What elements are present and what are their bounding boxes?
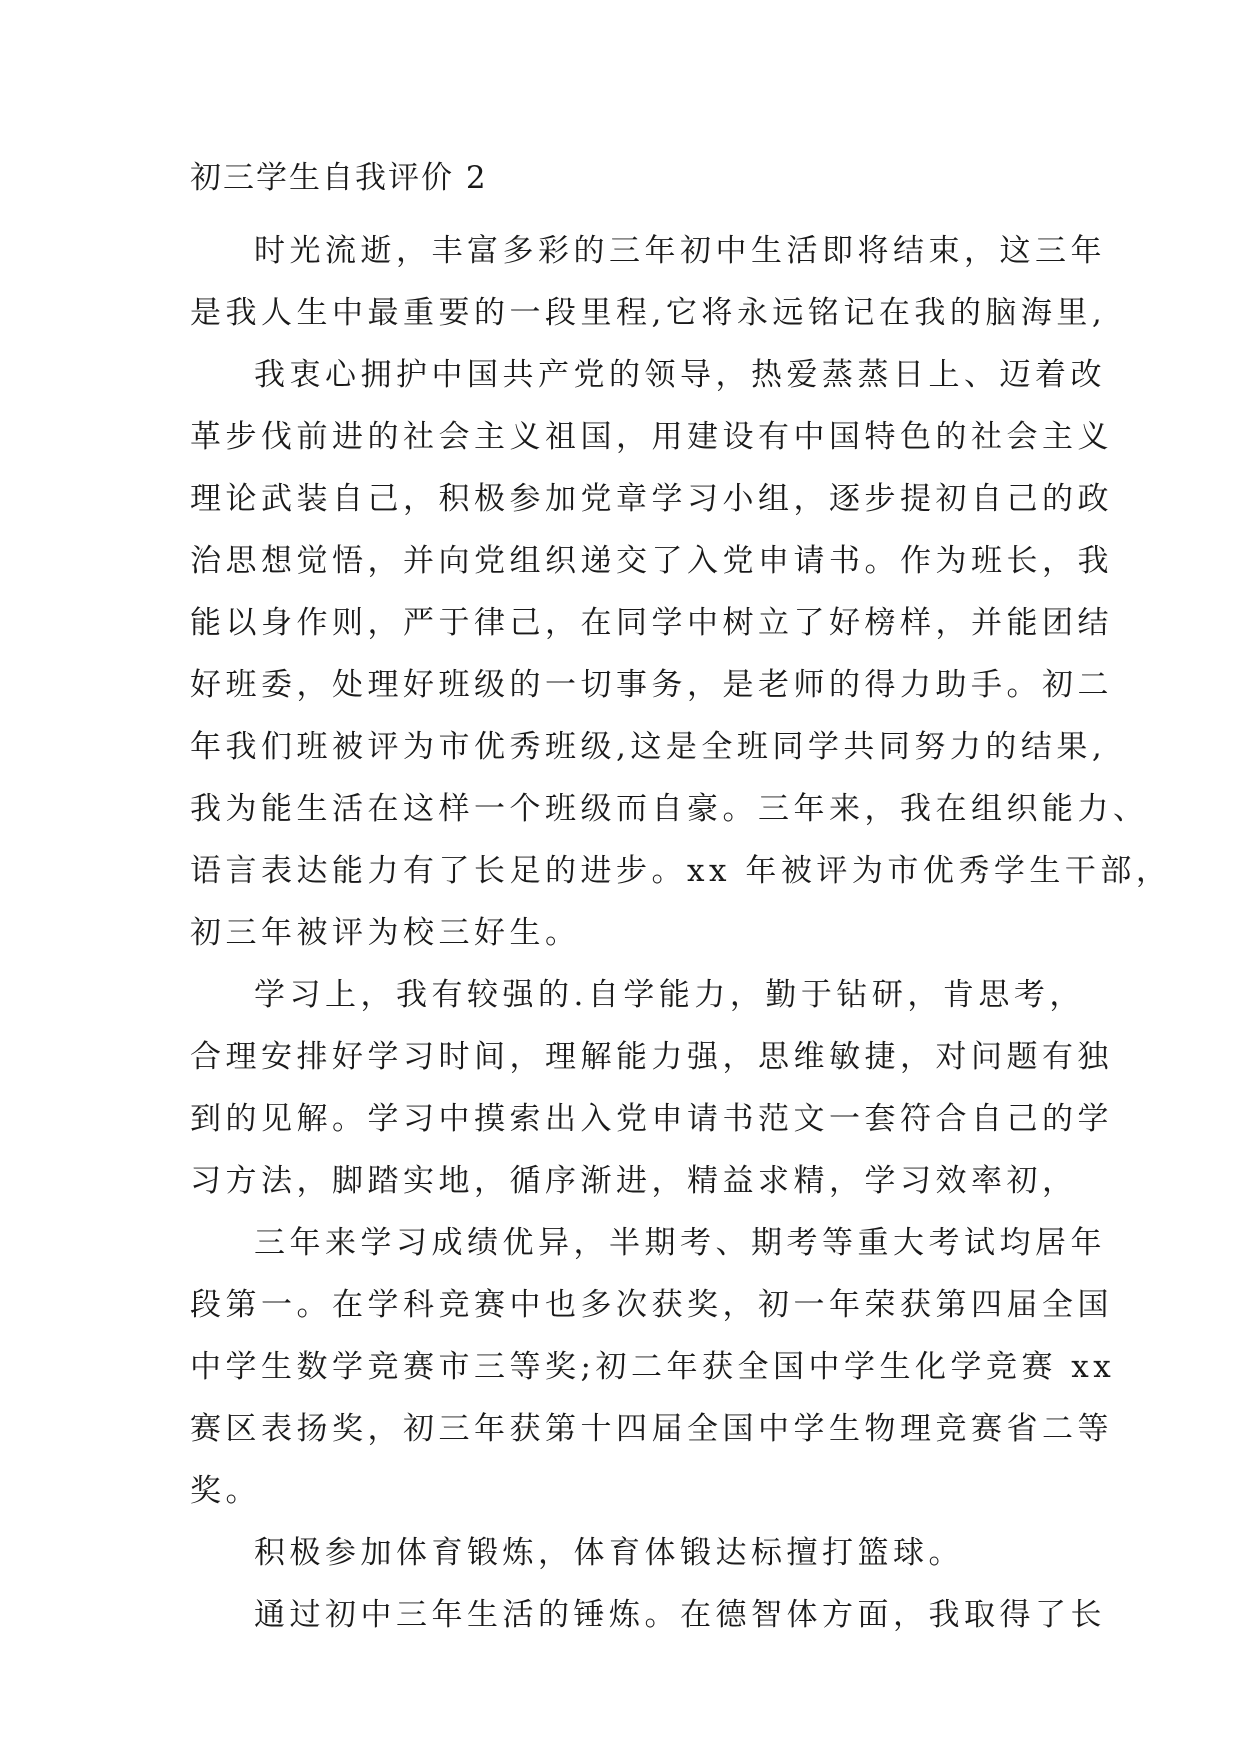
paragraph-line: 理论武装自己，积极参加党章学习小组，逐步提初自己的政 — [190, 481, 1113, 517]
paragraph-line: 学习上，我有较强的.自学能力，勤于钻研，肯思考， — [254, 977, 1085, 1013]
paragraph-line: 时光流逝，丰富多彩的三年初中生活即将结束，这三年 — [254, 233, 1106, 269]
paragraph-line: 能以身作则，严于律己，在同学中树立了好榜样，并能团结 — [190, 605, 1113, 641]
paragraph-4 — [190, 1212, 1116, 1522]
paragraph-line: 初三年被评为校三好生。 — [190, 915, 581, 951]
paragraph-6 — [190, 1584, 1106, 1646]
paragraph-line: 中学生数学竞赛市三等奖;初二年获全国中学生化学竞赛 xx — [190, 1349, 1116, 1385]
paragraph-line: 我衷心拥护中国共产党的领导，热爱蒸蒸日上、迈着改 — [254, 357, 1106, 393]
paragraph-line: 通过初中三年生活的锤炼。在德智体方面，我取得了长 — [254, 1597, 1106, 1633]
paragraph-5 — [190, 1522, 1050, 1584]
paragraph-line: 语言表达能力有了长足的进步。xx 年被评为市优秀学生干部， — [190, 853, 1172, 889]
paragraph-1 — [190, 220, 1107, 344]
paragraph-line: 习方法，脚踏实地，循序渐进，精益求精，学习效率初， — [190, 1163, 1078, 1199]
paragraph-line: 革步伐前进的社会主义祖国，用建设有中国特色的社会主义 — [190, 419, 1113, 455]
document-title: 初三学生自我评价 2 — [190, 160, 488, 196]
paragraph-line: 年我们班被评为市优秀班级,这是全班同学共同努力的结果, — [190, 729, 1107, 765]
paragraph-line: 合理安排好学习时间，理解能力强，思维敏捷，对问题有独 — [190, 1039, 1113, 1075]
document-body — [190, 158, 1172, 1646]
paragraph-3 — [190, 964, 1113, 1212]
paragraph-line: 是我人生中最重要的一段里程,它将永远铭记在我的脑海里, — [190, 295, 1107, 331]
paragraph-line: 我为能生活在这样一个班级而自豪。三年来，我在组织能力、 — [190, 791, 1149, 827]
paragraph-line: 积极参加体育锻炼，体育体锻达标擅打篮球。 — [254, 1535, 964, 1571]
paragraph-line: 赛区表扬奖，初三年获第十四届全国中学生物理竞赛省二等 — [190, 1411, 1113, 1447]
paragraph-2 — [190, 344, 1172, 964]
paragraph-line: 奖。 — [190, 1473, 261, 1509]
paragraph-line: 三年来学习成绩优异，半期考、期考等重大考试均居年 — [254, 1225, 1106, 1261]
paragraph-line: 好班委，处理好班级的一切事务，是老师的得力助手。初二 — [190, 667, 1113, 703]
paragraph-line: 到的见解。学习中摸索出入党申请书范文一套符合自己的学 — [190, 1101, 1113, 1137]
paragraph-line: 治思想觉悟，并向党组织递交了入党申请书。作为班长，我 — [190, 543, 1113, 579]
paragraph-line: 段第一。在学科竞赛中也多次获奖，初一年荣获第四届全国 — [190, 1287, 1113, 1323]
